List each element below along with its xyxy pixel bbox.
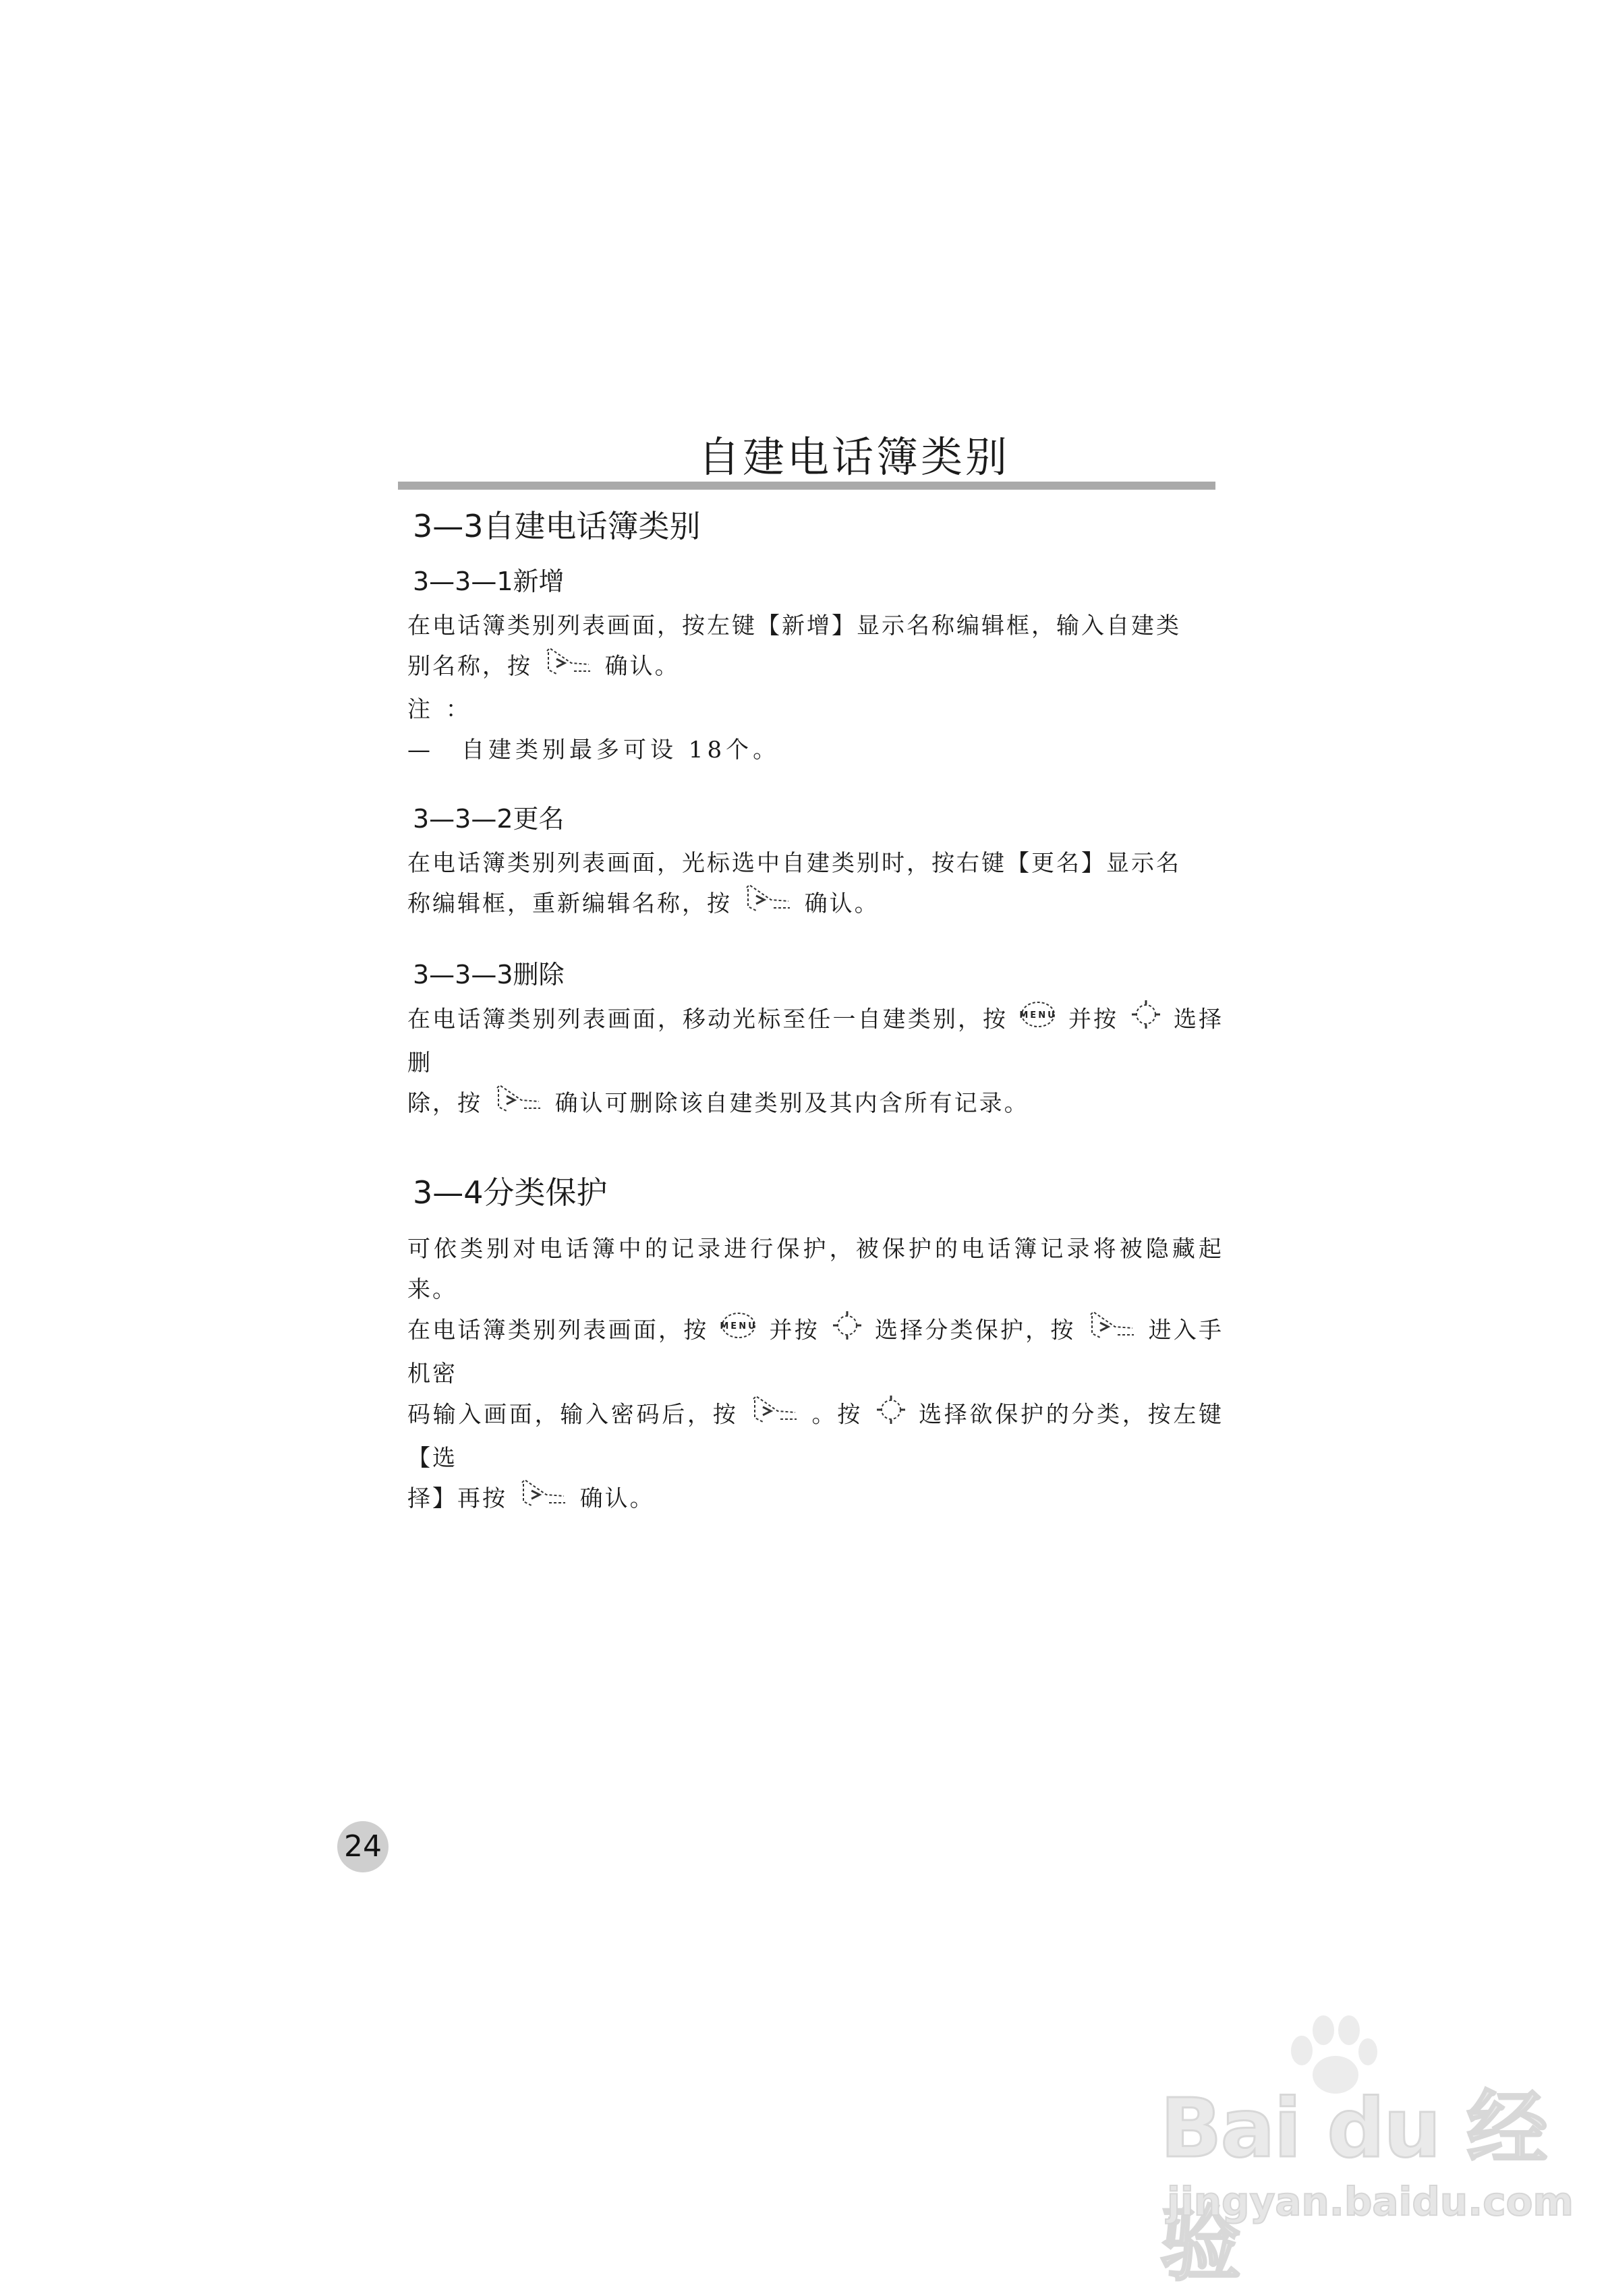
nav-key-icon bbox=[1130, 999, 1161, 1043]
ok-key-icon bbox=[519, 1479, 568, 1521]
manual-content bbox=[407, 506, 1224, 1521]
section-heading-3-4: 3—4分类保护 bbox=[413, 1174, 608, 1211]
paragraph-protect-line3 bbox=[407, 1394, 1224, 1479]
menu-key-icon bbox=[1020, 1000, 1056, 1042]
ok-key-icon bbox=[544, 647, 593, 689]
text-segment: 并按 bbox=[769, 1317, 820, 1344]
text-segment: 选择欲保护的分类，按左键【选 bbox=[407, 1401, 1224, 1472]
text-segment: 选择分类保护，按 bbox=[874, 1317, 1076, 1344]
ok-key-icon bbox=[751, 1395, 799, 1437]
subsection-heading-delete: 3—3—3删除 bbox=[413, 960, 565, 989]
section-heading-3-3: 3—3自建电话簿类别 bbox=[413, 508, 701, 544]
page-title: 自建电话簿类别 bbox=[697, 432, 1010, 482]
text-segment: 称编辑框，重新编辑名称，按 bbox=[407, 890, 732, 917]
note-label: 注 ： bbox=[407, 695, 473, 723]
nav-key-icon bbox=[875, 1394, 907, 1438]
paragraph-protect-line2 bbox=[407, 1310, 1224, 1394]
page-header bbox=[398, 424, 1215, 505]
ok-key-icon bbox=[744, 884, 793, 926]
baidu-watermark bbox=[1147, 2037, 1578, 2292]
menu-key-icon bbox=[720, 1311, 757, 1353]
text-segment: 除，按 bbox=[407, 1090, 482, 1117]
text-segment: 确认。 bbox=[579, 1485, 655, 1512]
text-segment: 码输入画面，输入密码后，按 bbox=[407, 1401, 739, 1428]
ok-key-icon bbox=[1088, 1311, 1137, 1353]
paragraph-protect-line4 bbox=[407, 1479, 1224, 1522]
text-segment: 在电话簿类别列表画面，按 bbox=[407, 1317, 709, 1344]
svg-text:MENU: MENU bbox=[1020, 1010, 1057, 1021]
text-segment: 择】再按 bbox=[407, 1485, 507, 1512]
header-rule bbox=[398, 482, 1215, 490]
text-segment: 确认。 bbox=[804, 890, 880, 917]
text-segment: 别名称，按 bbox=[407, 653, 532, 680]
paragraph-protect-line1: 可依类别对电话簿中的记录进行保护，被保护的电话簿记录将被隐藏起来。 bbox=[407, 1235, 1224, 1303]
watermark-url: jingyan.baidu.com bbox=[1167, 2179, 1574, 2225]
paragraph-add-line2 bbox=[407, 646, 1224, 689]
subsection-heading-rename: 3—3—2更名 bbox=[413, 803, 565, 834]
paragraph-delete-line2 bbox=[407, 1083, 1224, 1126]
paragraph-rename-line1: 在电话簿类别列表画面，光标选中自建类别时，按右键【更名】显示名 bbox=[407, 849, 1181, 877]
nav-key-icon bbox=[832, 1310, 863, 1354]
paragraph-add-line1: 在电话簿类别列表画面，按左键【新增】显示名称编辑框，输入自建类 bbox=[407, 612, 1181, 639]
watermark-logo-text: Bai du 经验 bbox=[1160, 2082, 1547, 2292]
ok-key-icon bbox=[494, 1084, 543, 1126]
page-number: 24 bbox=[337, 1821, 389, 1872]
text-segment: 进入手机密 bbox=[407, 1317, 1224, 1387]
text-segment: 。按 bbox=[811, 1401, 863, 1428]
text-segment: 确认。 bbox=[604, 653, 680, 680]
text-segment: 并按 bbox=[1068, 1006, 1119, 1033]
svg-text:MENU: MENU bbox=[720, 1321, 757, 1331]
paragraph-rename-line2 bbox=[407, 884, 1224, 927]
paragraph-delete-line1 bbox=[407, 999, 1224, 1083]
subsection-heading-add: 3—3—1新增 bbox=[413, 567, 565, 596]
text-segment: 选择删 bbox=[407, 1006, 1224, 1077]
text-segment: 确认可删除该自建类别及其内含所有记录。 bbox=[554, 1090, 1029, 1117]
note-item: — 自建类别最多可设 18个。 bbox=[407, 736, 780, 764]
text-segment: 在电话簿类别列表画面，移动光标至任一自建类别，按 bbox=[407, 1006, 1008, 1033]
